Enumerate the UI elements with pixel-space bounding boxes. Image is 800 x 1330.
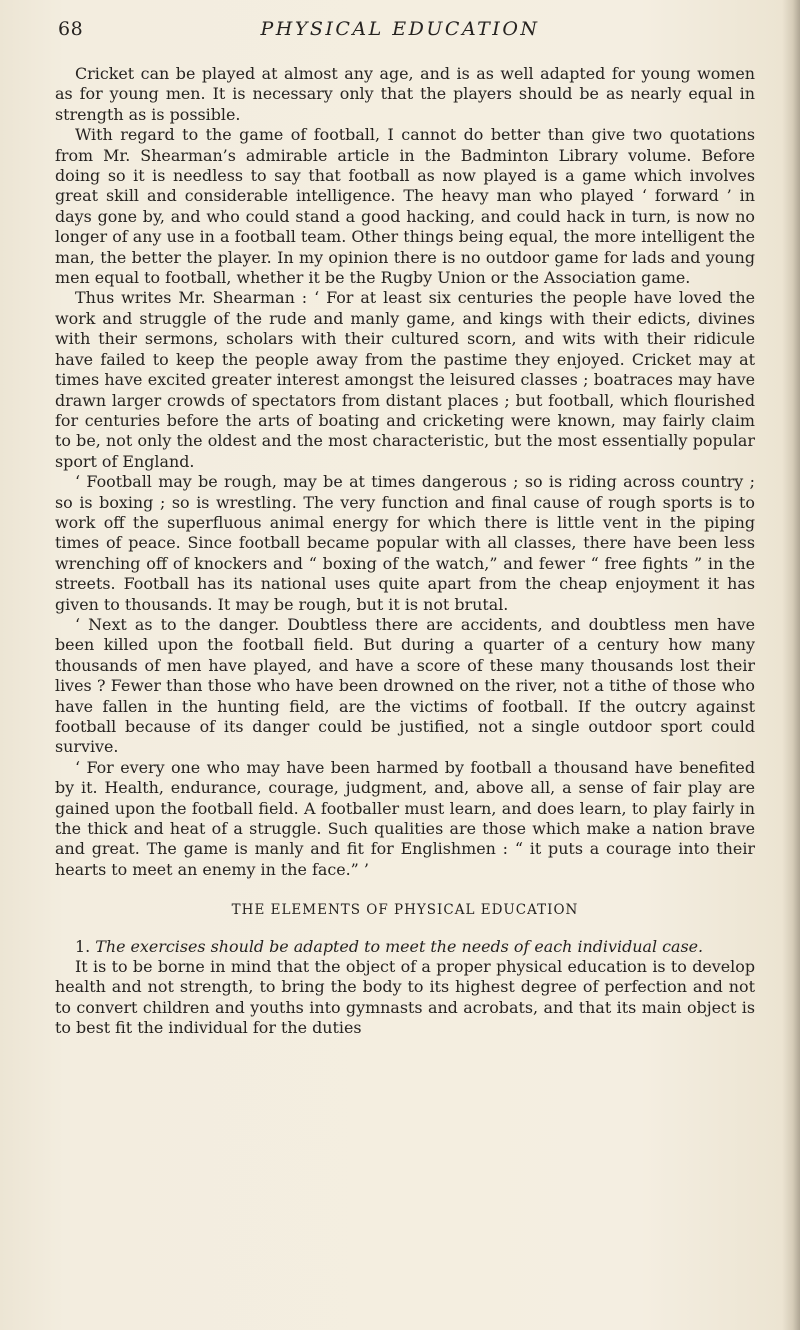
page-header xyxy=(58,18,742,48)
paragraph-rough: ‘ Football may be rough, may be at times dangerous ; so is riding across country ; so is boxing ; so is wrestling. The very function and final cause of rough sports is to work off the superfluous animal energy for which there is little vent in the piping times of peace. Since football became popular with all classes, there have been less wrenching off of knockers and “ boxing of the watch,” and fewer “ free fights ” in the streets. Football has its national uses quite apart from the cheap enjoyment it has given to thousands. It may be rough, but it is not brutal. xyxy=(55,472,755,614)
paragraph-benefits: ‘ For every one who may have been harmed by football a thousand have benefited by it. Health, endurance, courage, judgment, and, above all, a sense of fair play are gained upon the football field. A footballer must learn, and does learn, to play fairly in the thick and heat of a struggle. Such qualities are those which make a nation brave and great. The game is manly and fit for Englishmen : “ it puts a courage into their hearts to meet an enemy in the face.” ’ xyxy=(55,757,755,879)
page-number: 68 xyxy=(58,18,84,40)
page-edge-shadow xyxy=(782,0,800,1330)
section-heading: THE ELEMENTS OF PHYSICAL EDUCATION xyxy=(231,902,579,919)
paragraph-final: It is to be borne in mind that the object of a proper physical education is to develop health and not strength, to bring the body to its highest degree of perfection and not to convert children and youths into gymnasts and acrobats, and that its main object is to best fit the individual for the duties xyxy=(55,957,755,1038)
paragraph-danger: ‘ Next as to the danger. Doubtless there are accidents, and doubtless men have been killed upon the football field. But during a quarter of a century how many thousands of men have played, and have a score of these many thousands lost their lives ? Fewer than those who have been drowned on the river, not a tithe of those who have fallen in the hunting field, are the victims of football. If the outcry against football because of its danger could be justified, not a single outdoor sport could survive. xyxy=(55,614,755,757)
item-number: 1. xyxy=(75,936,91,956)
running-title: PHYSICAL EDUCATION xyxy=(260,18,540,40)
body-text xyxy=(55,64,755,1039)
item-text: The exercises should be adapted to meet the needs of each individual case. xyxy=(95,936,704,956)
paragraph-football-intro: With regard to the game of football, I cannot do better than give two quotations from Mr. Shearman’s admirable article in the Badminton Library volume. Before doing so it is needless to say that football as now played is a game which involves great skill and considerable intelligence. The heavy man who played ‘ forward ’ in days gone by, and who could stand a good hacking, and could hack in turn, is now no longer of any use in a football team. Other things being equal, the more intelligent the man, the better the player. In my opinion there is no outdoor game for lads and young men equal to football, whether it be the Rugby Union or the Association game. xyxy=(55,125,755,288)
paragraph-shearman-quote: Thus writes Mr. Shearman : ‘ For at least six centuries the people have loved the work and struggle of the rude and manly game, and kings with their edicts, divines with their sermons, scholars with their cultured scorn, and wits with their ridicule have failed to keep the people away from the pastime they enjoyed. Cricket may at times have excited greater interest amongst the leisured classes ; boatraces may have drawn larger crowds of spectators from distant places ; but football, which flourished for centuries before the arts of boating and cricketing were known, may fairly claim to be, not only the oldest and the most characteristic, but the most essentially popular sport of England. xyxy=(55,288,755,471)
numbered-item xyxy=(55,937,755,957)
paragraph-cricket: Cricket can be played at almost any age, and is as well adapted for young women as for young men. It is necessary only that the players should be as nearly equal in strength as is possible. xyxy=(55,64,755,124)
